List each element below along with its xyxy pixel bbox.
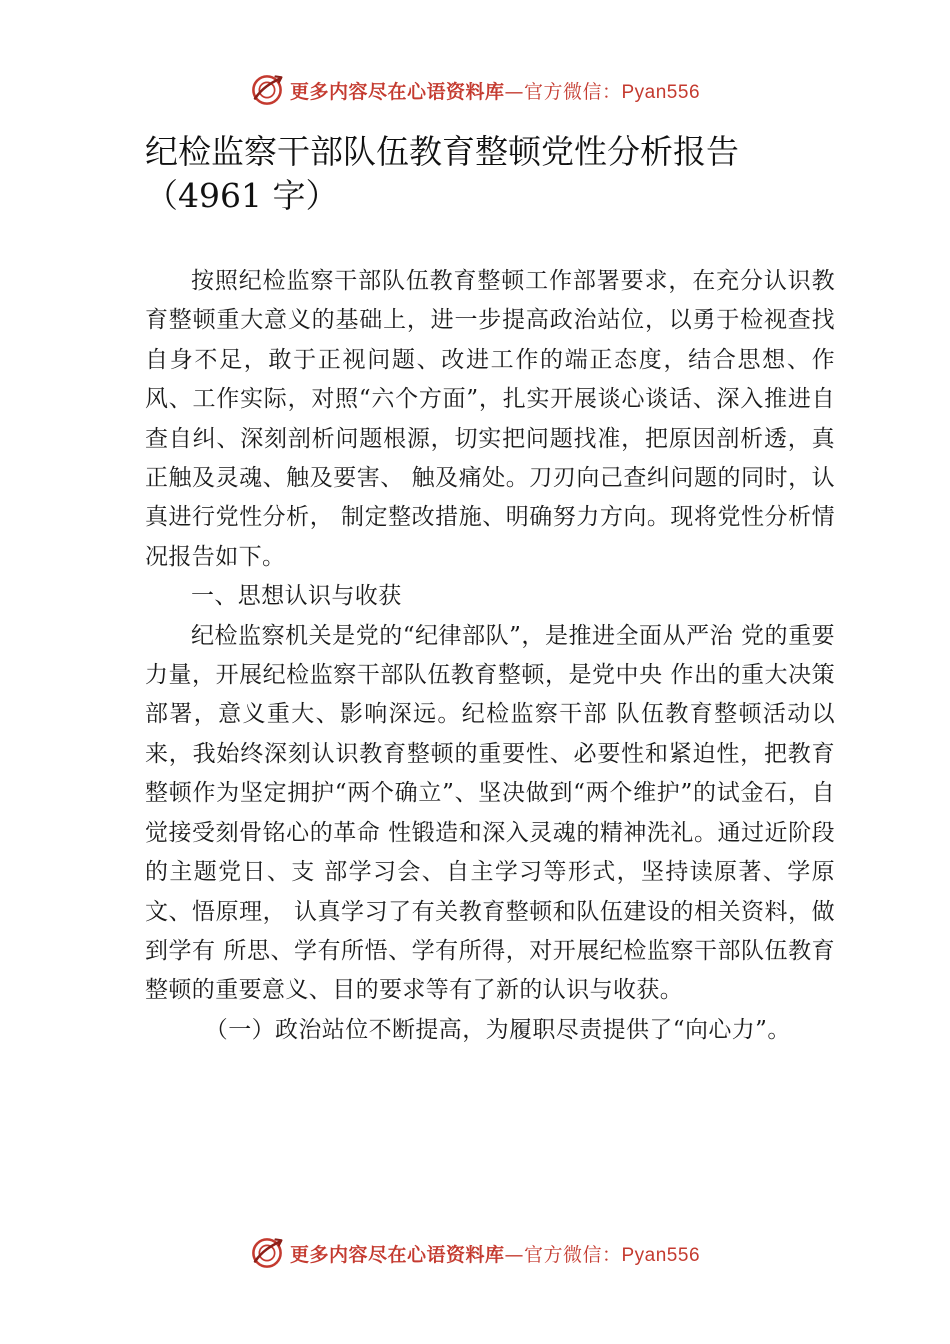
banner-brand: 更多内容尽在心语资料库 bbox=[289, 80, 505, 103]
subsection-heading-1: （一）政治站位不断提高，为履职尽责提供了“向心力”。 bbox=[204, 1016, 791, 1043]
section-1-paragraph: 纪检监察机关是党的“纪律部队”，是推进全面从严治 党的重要力量，开展纪检监察干部队伍教育整顿，是党中央 作出的重大决策部署，意义重大、影响深远。纪检监察干部 队伍教育整顿活动以来，我始终深刻认识教育整顿的重要性、必要性和紧迫性，把教育整顿作为坚定拥护“两个确立”、坚决做到“两个维护”的试金石，自觉接受刻骨铭心的革命 性锻造和深入灵魂的精神洗礼。通过近阶段的主题党日、支 部学习会、自主学习等形式，坚持读原著、学原文、悟原理， 认真学习了有关教育整顿和队伍建设的相关资料，做到学有 所思、学有所悟、学有所得，对开展纪检监察干部队伍教育整顿的重要意义、目的要求等有了新的认识与收获。 bbox=[145, 622, 835, 1004]
banner-text bbox=[290, 77, 700, 104]
xinyu-logo-icon bbox=[250, 1236, 284, 1270]
section-heading-1: 一、思想认识与收获 bbox=[191, 583, 402, 610]
header-watermark-banner bbox=[0, 70, 950, 110]
banner-brand: 更多内容尽在心语资料库 bbox=[289, 1243, 505, 1266]
xinyu-logo-icon bbox=[250, 73, 284, 107]
intro-paragraph: 按照纪检监察干部队伍教育整顿工作部署要求，在充分认识教育整顿重大意义的基础上，进一步提高政治站位，以勇于检视查找自身不足，敢于正视问题、改进工作的端正态度，结合思想、作风、工作实际，对照“六个方面”，扎实开展谈心谈话、深入推进自查自纠、深刻剖析问题根源，切实把问题找准，把原因剖析透，真正触及灵魂、触及要害、 触及痛处。刀刃向己查纠问题的同时，认真进行党性分析， 制定整改措施、明确努力方向。现将党性分析情况报告如下。 bbox=[145, 268, 835, 570]
document-body bbox=[145, 262, 835, 1050]
document-title: 纪检监察干部队伍教育整顿党性分析报告（4961 字） bbox=[145, 132, 739, 215]
banner-dash: — bbox=[504, 1243, 524, 1266]
footer-watermark-banner bbox=[0, 1233, 950, 1273]
banner-dash: — bbox=[504, 80, 524, 103]
banner-wechat: 官方微信：Pyan556 bbox=[524, 1244, 701, 1266]
banner-wechat: 官方微信：Pyan556 bbox=[524, 81, 701, 103]
banner-text bbox=[290, 1240, 700, 1267]
